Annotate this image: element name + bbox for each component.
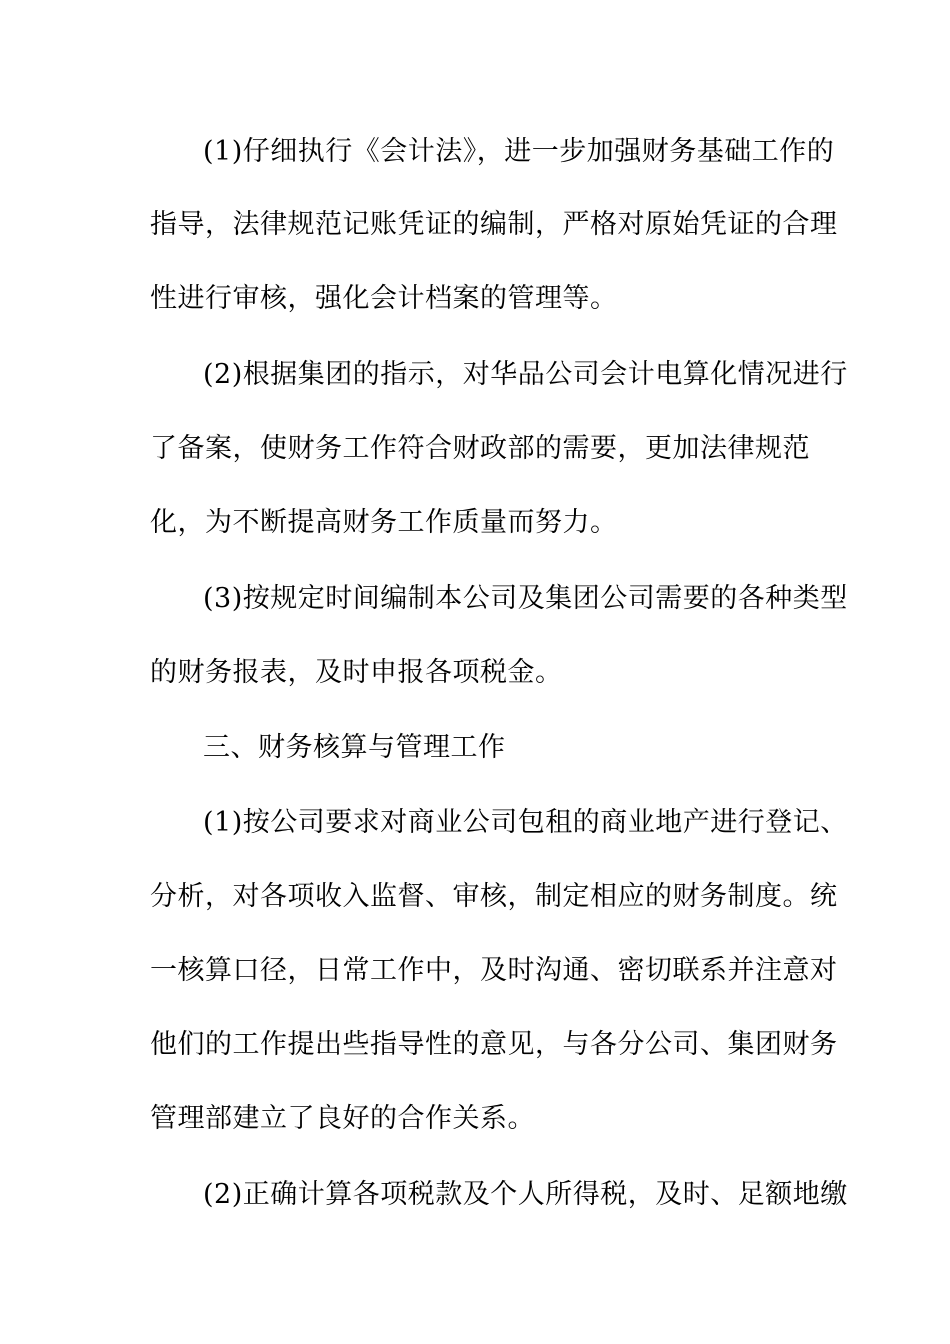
paragraph-2-line-1: (2)根据集团的指示，对华品公司会计电算化情况进行 <box>203 359 848 390</box>
paragraph-2-line-2: 了备案，使财务工作符合财政部的需要，更加法律规范 <box>150 433 810 464</box>
paragraph-4-line-3: 一核算口径，日常工作中，及时沟通、密切联系并注意对 <box>150 955 838 986</box>
paragraph-1-line-2: 指导，法律规范记账凭证的编制，严格对原始凭证的合理 <box>150 209 838 240</box>
paragraph-4-line-2: 分析，对各项收入监督、审核，制定相应的财务制度。统 <box>150 881 838 912</box>
paragraph-4-line-5: 管理部建立了良好的合作关系。 <box>150 1103 535 1134</box>
paragraph-1-line-3: 性进行审核，强化会计档案的管理等。 <box>150 283 618 314</box>
paragraph-4-line-1: (1)按公司要求对商业公司包租的商业地产进行登记、 <box>203 807 848 838</box>
paragraph-3-line-2: 的财务报表，及时申报各项税金。 <box>150 657 563 688</box>
paragraph-4-line-4: 他们的工作提出些指导性的意见，与各分公司、集团财务 <box>150 1029 838 1060</box>
paragraph-5-line-1: (2)正确计算各项税款及个人所得税，及时、足额地缴 <box>203 1179 848 1210</box>
paragraph-3-line-1: (3)按规定时间编制本公司及集团公司需要的各种类型 <box>203 583 848 614</box>
section-heading: 三、财务核算与管理工作 <box>203 732 506 763</box>
paragraph-1-line-1: (1)仔细执行《会计法》，进一步加强财务基础工作的 <box>203 136 835 167</box>
paragraph-2-line-3: 化，为不断提高财务工作质量而努力。 <box>150 507 618 538</box>
